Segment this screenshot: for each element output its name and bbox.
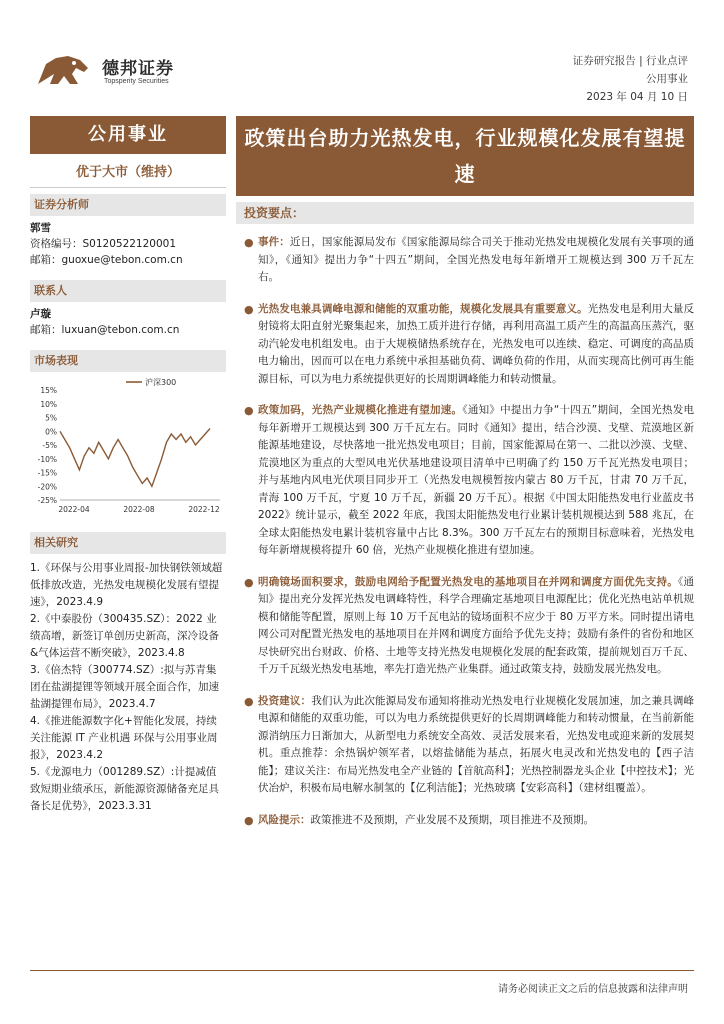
- key-point: [236, 812, 694, 830]
- bullet-icon: ●: [244, 404, 254, 417]
- key-point-text: 《通知》中提出力争“十四五”期间，全国光热发电每年新增开工规模达到 300 万千瓦左右。同时《通知》提出，结合沙漠、戈壁、荒漠地区新能源基地建设，尽快落地一批光热发电项目；目前，国家能源局在第一、二批以沙漠、戈壁、荒漠地区为重点的大型风电光伏基地建设项目清单中已明确了约 150 万千瓦光热发电项目；并与基地内风电光伏项目同步开工（光热发电规模暂按内蒙古 80 万千瓦，甘肃 70 万千瓦，青海 100 万千瓦，宁夏 10 万千瓦，新疆 20 万千瓦）。根据《中国太阳能热发电行业蓝皮书 2022》统计显示，截至 2022 年底，我国太阳能热发电行业累计装机规模达到 588 兆瓦，在全球太阳能热发电累计装机容量中占比 8.3%。300 万千瓦左右的预期目标意味着，光热发电每年新增规模将提升 60 倍，光热产业规模化推进有望加速。: [258, 404, 694, 556]
- y-tick-label: 5%: [45, 413, 57, 423]
- report-date: 2023 年 04 月 10 日: [586, 91, 688, 103]
- report-type: 证券研究报告 | 行业点评: [572, 55, 688, 67]
- y-tick-label: -5%: [42, 441, 57, 450]
- contact-heading: 联系人: [30, 280, 226, 302]
- contact-name: 卢璇: [30, 308, 51, 320]
- key-point-lead: 明确镜场面积要求，鼓励电网给予配置光热发电的基地项目在并网和调度方面优先支持。: [258, 575, 678, 588]
- y-tick-label: -15%: [37, 468, 57, 478]
- key-point: [236, 301, 694, 389]
- y-tick-label: -20%: [37, 482, 57, 492]
- main-content: [236, 116, 694, 843]
- key-point: [236, 574, 694, 679]
- series-line: [60, 429, 210, 487]
- brand-name-en: Topsperity Securities: [104, 78, 169, 85]
- research-list: [30, 560, 226, 815]
- sector-label: 公用事业: [30, 116, 226, 154]
- x-tick-label: 2022-12: [188, 505, 220, 514]
- contact-info: [30, 306, 226, 338]
- report-meta: [573, 52, 688, 106]
- rating: 优于大市（维持）: [30, 158, 226, 188]
- sidebar: [30, 116, 226, 815]
- key-point-lead: 事件：: [258, 236, 290, 248]
- key-point-text: 光热发电是利用大量反射镜将太阳直射光聚集起来，加热工质并进行存储，再利用高温工质产生的高温高压蒸汽，驱动汽轮发电机组发电。由于大规模储热系统存在，光热发电可以连续、稳定、可调度的高品质电力输出，因而可以在电力系统中承担基础负荷、调峰负荷的作用，从而实现高比例可再生能源目标，可以为电力系统提供更好的长周期调峰能力和转动惯量。: [258, 302, 695, 385]
- bullet-icon: ●: [244, 694, 254, 708]
- key-point-lead: 政策加码，光热产业规模化推进有望加速。: [258, 404, 463, 416]
- analyst-cert: 资格编号：S0120522120001: [30, 238, 177, 250]
- brand-name-cn: 德邦证券: [102, 59, 174, 79]
- y-tick-label: 15%: [40, 386, 57, 395]
- bullet-icon: ●: [244, 236, 254, 249]
- key-points-heading: 投资要点：: [236, 202, 694, 224]
- research-item: 5.《龙源电力（001289.SZ）:计提减值致短期业绩承压，新能源资源储备充足具备长足优势》，2023.3.31: [30, 766, 219, 812]
- y-tick-label: 0%: [45, 427, 57, 437]
- research-heading: 相关研究: [30, 532, 226, 554]
- analyst-email[interactable]: 邮箱：guoxue@tebon.com.cn: [30, 254, 183, 266]
- y-tick-label: 10%: [40, 399, 57, 409]
- market-chart-svg: [30, 376, 226, 526]
- report-sector: 公用事业: [646, 73, 688, 85]
- analyst-info: [30, 220, 226, 268]
- x-tick-label: 2022-04: [58, 505, 90, 514]
- analyst-heading: 证券分析师: [30, 194, 226, 216]
- key-point-text: 《通知》提出充分发挥光热发电调峰特性，科学合理确定基地项目电源配比；优化光热电站单机规模和储能等配置，原则上每 10 万千瓦电站的镜场面积不应少于 80 万平方米。同时提出请电网公司对配置光热发电的基地项目在并网和调度方面给予优先支持；鼓励有条件的省份和地区尽快研究出台财政、价格、土地等支持光热发电规模化发展的配套政策，提前规划百万千瓦、千万千瓦级光热发电基地，率先打造光热产业集群。通过政策支持，鼓励发展光热发电。: [258, 575, 695, 675]
- market-heading: 市场表现: [30, 350, 226, 372]
- key-point: [236, 402, 694, 560]
- analyst-name: 郭雪: [30, 222, 51, 234]
- research-item: 3.《倍杰特（300774.SZ）:拟与苏青集团在盐湖提锂等领域开展全面合作，加速盐湖提锂布局》，2023.4.7: [30, 664, 219, 710]
- y-tick-label: -25%: [37, 496, 57, 505]
- research-item: 2.《中泰股份（300435.SZ）：2022 业绩高增，新签订单创历史新高，深冷设备&气体运营不断突破》，2023.4.8: [30, 613, 219, 659]
- research-item: 1.《环保与公用事业周报-加快钢铁领域超低排放改造，光热发电规模化发展有望提速》，2023.4.9: [30, 562, 223, 608]
- key-point-lead: 投资建议：: [258, 694, 312, 707]
- key-point-text: 政策推进不及预期，产业发展不及预期，项目推进不及预期。: [310, 813, 594, 826]
- contact-email[interactable]: 邮箱：luxuan@tebon.com.cn: [30, 324, 180, 336]
- legend-label: 沪深300: [145, 378, 177, 387]
- key-point: [236, 234, 694, 287]
- x-tick-label: 2022-08: [123, 505, 155, 514]
- footer-divider: [30, 970, 694, 971]
- y-tick-label: -10%: [37, 454, 57, 464]
- brand-logo-icon: [34, 50, 94, 90]
- market-chart: [30, 376, 226, 526]
- key-point-text: 近日，国家能源局发布《国家能源局综合司关于推动光热发电规模化发展有关事项的通知》，《通知》提出力争“十四五”期间，全国光热发电每年新增开工规模达到 300 万千瓦左右。: [258, 236, 695, 283]
- key-point: [236, 693, 694, 798]
- report-title: 政策出台助力光热发电，行业规模化发展有望提速: [236, 116, 694, 196]
- key-point-lead: 风险提示：: [258, 813, 311, 826]
- bullet-icon: ●: [244, 302, 254, 316]
- key-points: [236, 234, 694, 829]
- bullet-icon: ●: [244, 813, 254, 827]
- key-point-text: 我们认为此次能源局发布通知将推动光热发电行业规模化发展加速，加之兼具调峰电源和储能的双重功能，可以为电力系统提供更好的长周期调峰能力和转动惯量，在当前新能源消纳压力日渐加大，从新型电力系统安全高效、灵活发展来看，光热发电或迎来新的发展契机。重点推荐：余热锅炉领军者，以熔盐储能为基点，拓展火电灵改和光热发电的【西子洁能】；建议关注：布局光热发电全产业链的【首航高科】；光热控制器龙头企业【中控技术】；光伏冶炉，积极布局电解水制氢的【亿利洁能】；光热玻璃【安彩高科】（建材组覆盖）。: [258, 694, 694, 794]
- brand-logo: [34, 50, 194, 90]
- bullet-icon: ●: [244, 575, 254, 589]
- research-item: 4.《推进能源数字化+智能化发展，持续关注能源 IT 产业机遇 环保与公用事业周报》，2023.4.2: [30, 715, 218, 761]
- key-point-lead: 光热发电兼具调峰电源和储能的双重功能，规模化发展具有重要意义。: [258, 302, 588, 315]
- footer-disclaimer: 请务必阅读正文之后的信息披露和法律声明: [498, 984, 688, 995]
